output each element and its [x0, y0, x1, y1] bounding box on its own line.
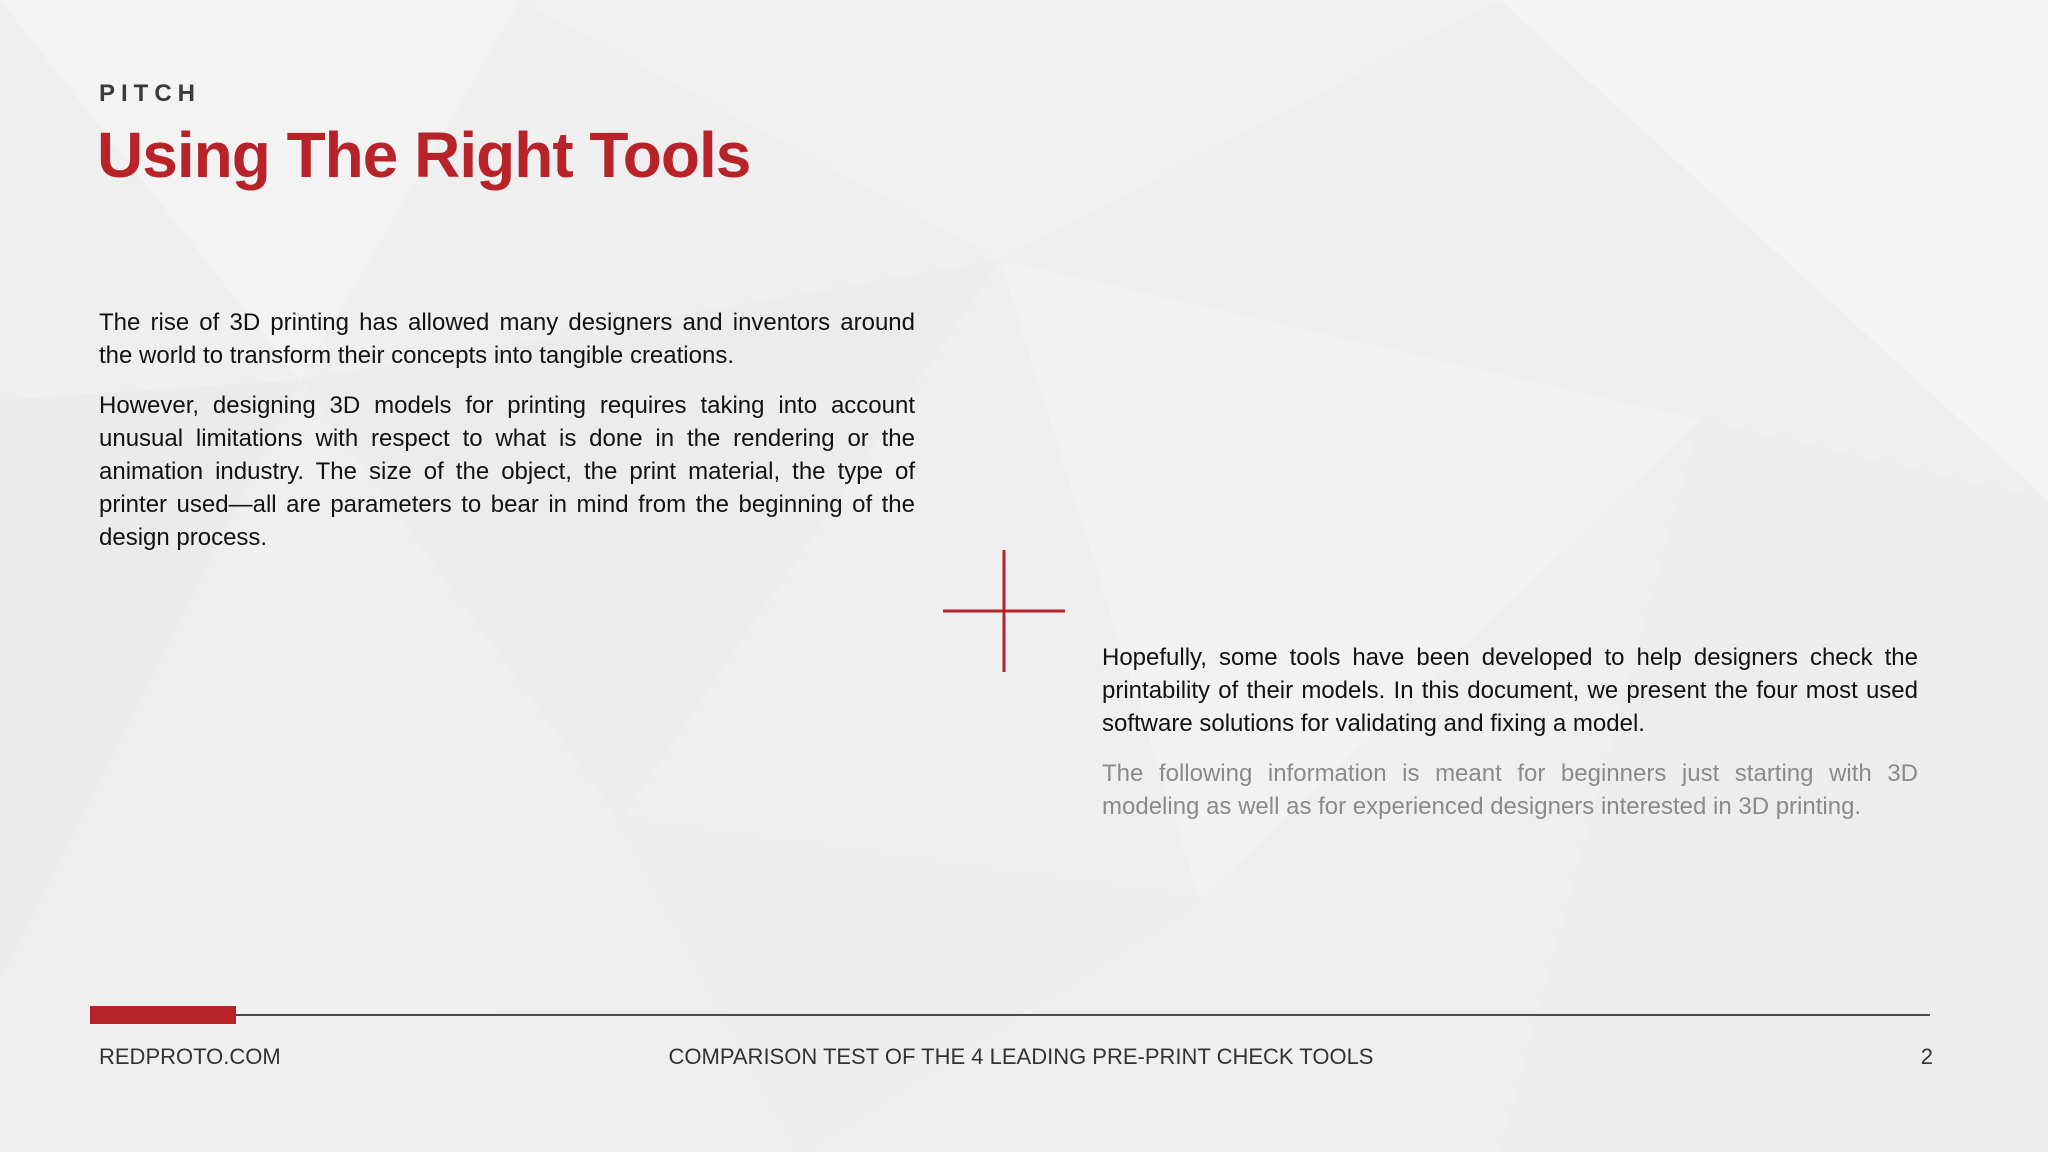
- intro-paragraph: The rise of 3D printing has allowed many designers and inventors around the world to transform their concepts into tangible creations.: [99, 309, 915, 369]
- footer-divider: [90, 1014, 1930, 1016]
- limitations-paragraph: However, designing 3D models for printing requires taking into account unusual limitations with respect to what is done in the rendering or the animation industry. The size of the object, the print material, the type of printer used—all are parameters to bear in mind from the beginning of the design process.: [99, 392, 915, 551]
- page-title: Using The Right Tools: [97, 119, 751, 191]
- audience-paragraph: The following information is meant for beginners just starting with 3D modeling as well as for experienced designers interested in 3D printing.: [1102, 760, 1918, 820]
- page-number: 2: [1920, 1044, 1933, 1069]
- section-kicker: PITCH: [99, 80, 201, 107]
- tools-paragraph: Hopefully, some tools have been developed to help designers check the printability of their models. In this document, we present the four most used software solutions for validating and fixing a model.: [1102, 644, 1918, 737]
- footer-document-title: COMPARISON TEST OF THE 4 LEADING PRE-PRINT CHECK TOOLS: [668, 1044, 1374, 1069]
- crosshair-decoration: [943, 550, 1065, 672]
- footer-accent-bar: [90, 1006, 236, 1024]
- left-text-column: [99, 306, 915, 571]
- footer-website: REDPROTO.COM: [99, 1044, 281, 1069]
- right-text-column: [1102, 641, 1918, 840]
